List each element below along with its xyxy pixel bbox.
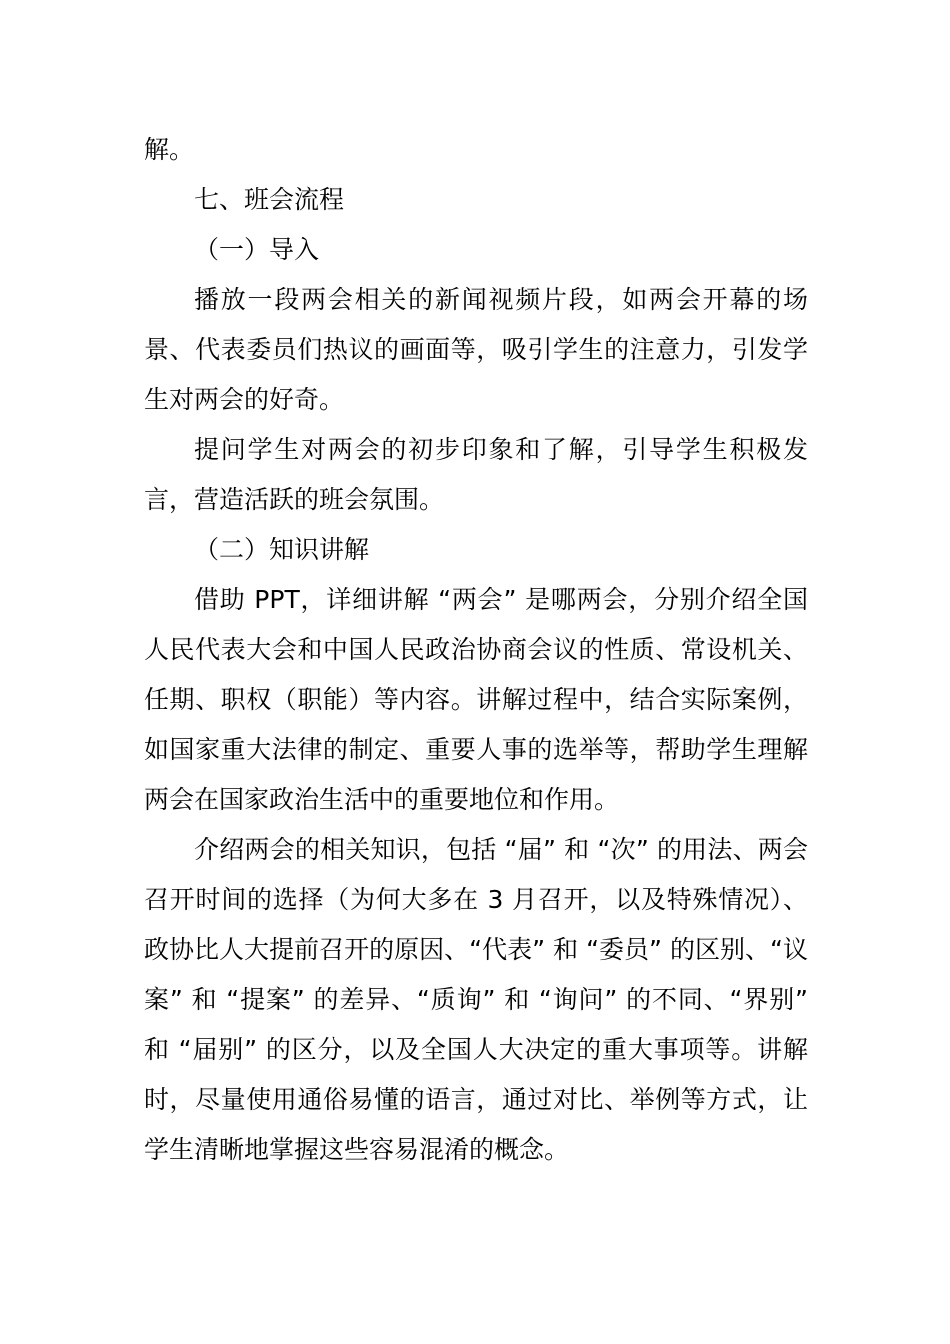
section-heading-class-meeting-process: 七、班会流程 bbox=[194, 185, 345, 214]
paragraph-ppt-explanation: 借助 PPT，详细讲解 “两会” 是哪两会，分别介绍全国人民代表大会和中国人民政治协商会议的性质、常设机关、任期、职权（职能）等内容。讲解过程中，结合实际案例，如国家重大法律的制定、重要人事的选举等，帮助学生理解两会在国家政治生活中的重要地位和作用。 bbox=[144, 585, 808, 814]
subsection-heading-knowledge: （二）知识讲解 bbox=[194, 535, 370, 564]
paragraph-play-video: 播放一段两会相关的新闻视频片段，如两会开幕的场景、代表委员们热议的画面等，吸引学生的注意力，引发学生对两会的好奇。 bbox=[144, 285, 808, 414]
paragraph-ask-students: 提问学生对两会的初步印象和了解，引导学生积极发言，营造活跃的班会氛围。 bbox=[144, 435, 808, 514]
subsection-heading-introduction: （一）导入 bbox=[194, 235, 320, 264]
paragraph-related-knowledge: 介绍两会的相关知识，包括 “届” 和 “次” 的用法、两会召开时间的选择（为何大多在 3 月召开，以及特殊情况）、政协比人大提前召开的原因、“代表” 和 “委员” 的区别、“议案” 和 “提案” 的差异、“质询” 和 “询问” 的不同、“界别” 和 “届别” 的区分，以及全国人大决定的重大事项等。讲解时，尽量使用通俗易懂的语言，通过对比、举例等方式，让学生清晰地掌握这些容易混淆的概念。 bbox=[144, 835, 808, 1164]
document-body bbox=[144, 125, 808, 1175]
continuation-text: 解。 bbox=[144, 135, 195, 164]
